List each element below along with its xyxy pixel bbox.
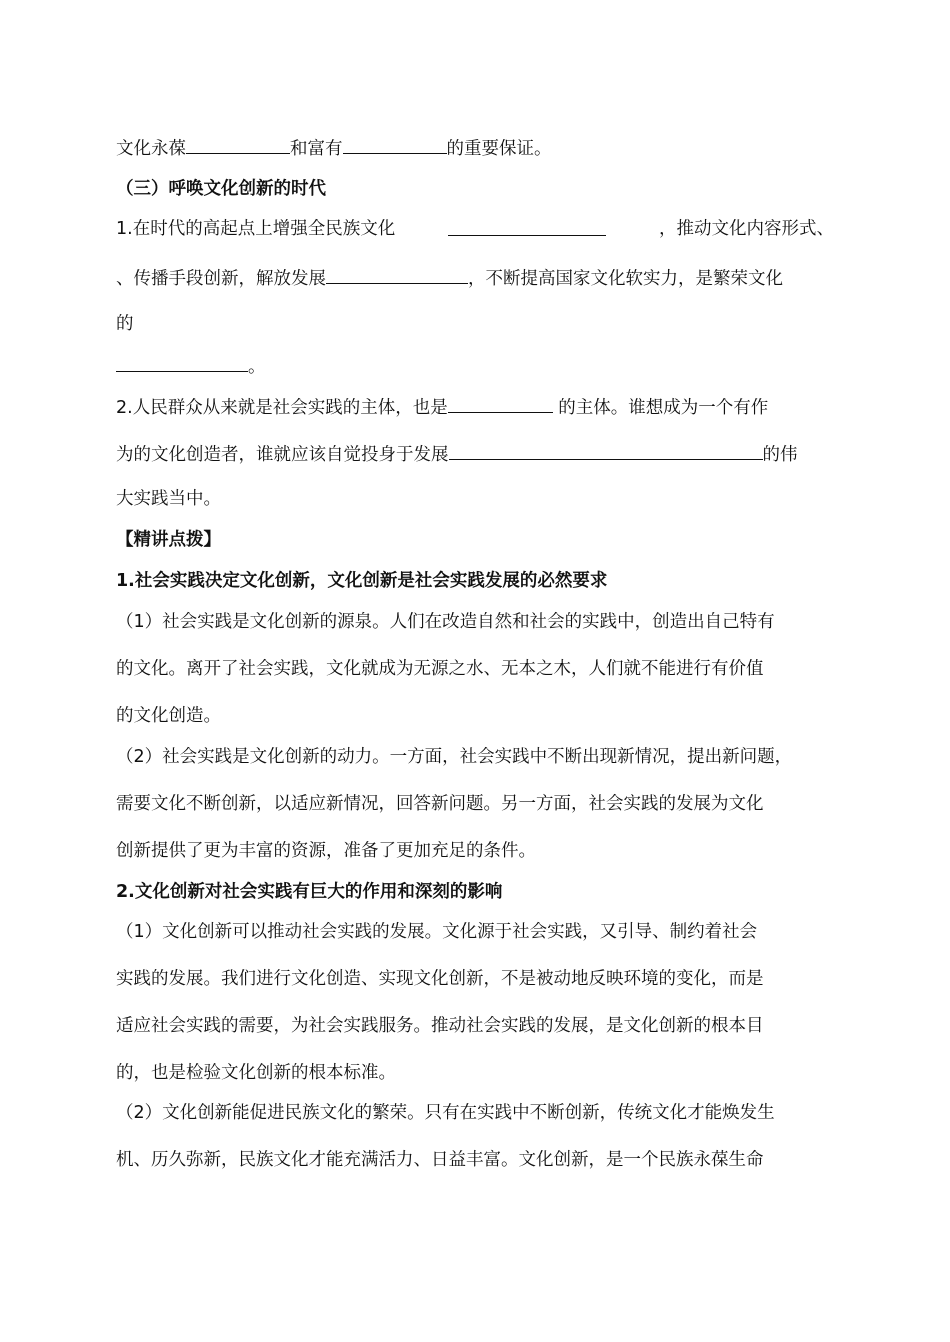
- text-segment: 和富有: [290, 139, 343, 159]
- point-heading: 2.文化创新对社会实践有巨大的作用和深刻的影响: [116, 882, 503, 902]
- text-segment: 文化永葆: [116, 139, 186, 159]
- text-segment: 2.人民群众从来就是社会实践的主体，也是: [116, 398, 448, 418]
- text-line: [116, 441, 798, 467]
- text-line: [116, 135, 552, 161]
- text-segment: 1.在时代的高起点上增强全民族文化: [116, 219, 396, 239]
- text-segment: ，推动文化内容形式、: [658, 219, 834, 239]
- section-heading: 【精讲点拨】: [116, 530, 221, 550]
- text-line: 创新提供了更为丰富的资源，准备了更加充足的条件。: [116, 841, 536, 861]
- text-segment: 、传播手段创新，解放发展: [116, 269, 326, 289]
- answer-blank[interactable]: [448, 394, 553, 413]
- text-segment: 的主体。谁想成为一个有作: [552, 398, 769, 418]
- answer-blank[interactable]: [186, 135, 290, 154]
- text-line: 的，也是检验文化创新的根本标准。: [116, 1063, 396, 1083]
- text-segment: 的伟: [762, 445, 798, 465]
- text-line: [116, 217, 834, 241]
- text-line: 实践的发展。我们进行文化创造、实现文化创新，不是被动地反映环境的变化，而是: [116, 969, 764, 989]
- text-line: （1）文化创新可以推动社会实践的发展。文化源于社会实践，又引导、制约着社会: [116, 922, 758, 942]
- text-line: （1）社会实践是文化创新的源泉。人们在改造自然和社会的实践中，创造出自己特有: [116, 612, 775, 632]
- text-line: 大实践当中。: [116, 489, 221, 509]
- text-line: [116, 394, 768, 420]
- answer-blank[interactable]: [448, 217, 606, 236]
- text-line: （2）社会实践是文化创新的动力。一方面，社会实践中不断出现新情况，提出新问题，: [116, 747, 793, 767]
- text-segment: 。: [248, 357, 266, 377]
- answer-blank[interactable]: [343, 135, 447, 154]
- text-line: [116, 265, 783, 291]
- point-heading: 1.社会实践决定文化创新，文化创新是社会实践发展的必然要求: [116, 571, 608, 591]
- text-line: 需要文化不断创新，以适应新情况，回答新问题。另一方面，社会实践的发展为文化: [116, 794, 764, 814]
- text-line: 的: [116, 314, 134, 334]
- answer-blank[interactable]: [116, 353, 248, 372]
- text-line: （2）文化创新能促进民族文化的繁荣。只有在实践中不断创新，传统文化才能焕发生: [116, 1103, 775, 1123]
- text-line: [116, 353, 266, 379]
- answer-blank[interactable]: [326, 265, 468, 284]
- text-line: 的文化创造。: [116, 706, 221, 726]
- answer-blank[interactable]: [449, 441, 763, 460]
- text-line: 机、历久弥新，民族文化才能充满活力、日益丰富。文化创新，是一个民族永葆生命: [116, 1150, 764, 1170]
- section-heading: （三）呼唤文化创新的时代: [116, 179, 326, 199]
- text-segment: 为的文化创造者，谁就应该自觉投身于发展: [116, 445, 449, 465]
- text-segment: ，不断提高国家文化软实力，是繁荣文化: [468, 269, 783, 289]
- text-segment: 的重要保证。: [446, 139, 552, 159]
- text-line: 适应社会实践的需要，为社会实践服务。推动社会实践的发展，是文化创新的根本目: [116, 1016, 764, 1036]
- text-line: 的文化。离开了社会实践，文化就成为无源之水、无本之木，人们就不能进行有价值: [116, 659, 764, 679]
